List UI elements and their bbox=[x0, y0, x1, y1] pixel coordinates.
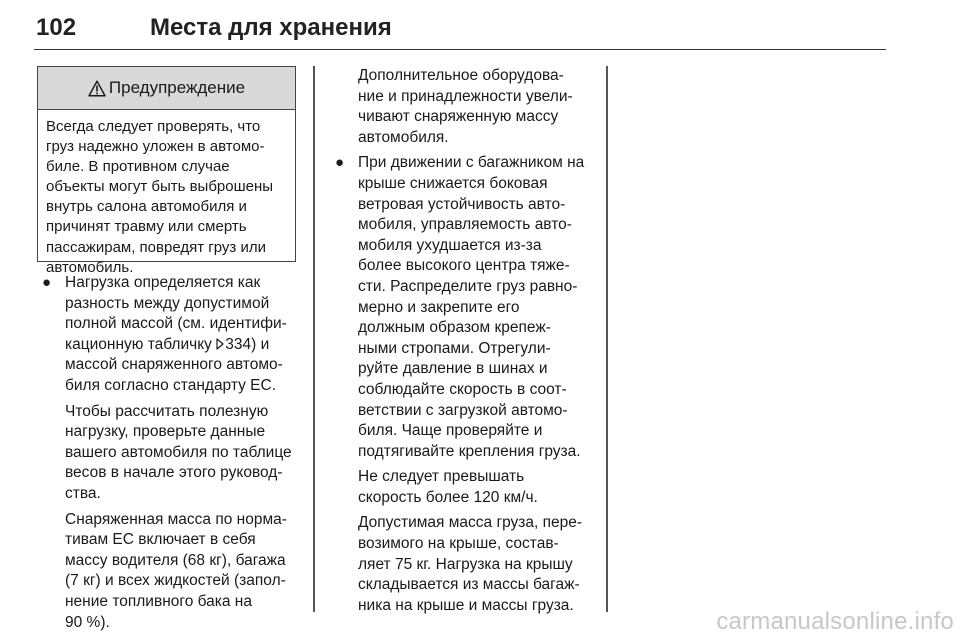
column-divider-right bbox=[606, 66, 608, 612]
text-segment: кационную табличку bbox=[65, 335, 212, 353]
warning-title: Предупреждение bbox=[108, 78, 246, 97]
text-line: соблюдайте скорость в соот- bbox=[358, 380, 567, 398]
paragraph-speed-limit bbox=[358, 467, 604, 508]
page-header bbox=[34, 0, 886, 50]
text-line: Допустимая масса груза, пере- bbox=[358, 514, 583, 532]
text-line: биля. Чаще проверяйте и bbox=[358, 422, 543, 440]
text-line: разность между допустимой bbox=[65, 294, 270, 312]
warning-header bbox=[38, 67, 295, 110]
text-line: груз надежно уложен в автомо- bbox=[46, 138, 265, 156]
text-line: массой снаряженного автомо- bbox=[65, 356, 283, 374]
text-line: ляет 75 кг. Нагрузка на крышу bbox=[358, 555, 573, 573]
text-line: биля согласно стандарту ЕС. bbox=[65, 376, 277, 394]
left-column bbox=[42, 273, 311, 633]
text-line: вашего автомобиля по таблице bbox=[65, 443, 292, 461]
text-line: полной массой (см. идентифи- bbox=[65, 315, 287, 333]
text-line: Дополнительное оборудова- bbox=[358, 67, 564, 84]
text-line: должным образом крепеж- bbox=[358, 319, 551, 337]
column-divider-left bbox=[313, 66, 315, 612]
text-line: Снаряженная масса по норма- bbox=[65, 510, 287, 528]
text-line: сти. Распределите груз равно- bbox=[358, 277, 578, 295]
warning-box bbox=[37, 66, 296, 276]
text-line: ными стропами. Отрегули- bbox=[358, 339, 551, 357]
text-line: Нагрузка определяется как bbox=[65, 274, 261, 291]
text-line: Всегда следует проверять, что bbox=[46, 118, 261, 135]
text-line: мерно и закрепите его bbox=[358, 298, 520, 316]
text-line: нение топливного бака на bbox=[65, 592, 252, 610]
text-line: возимого на крыше, состав- bbox=[358, 535, 559, 553]
text-line: Чтобы рассчитать полезную bbox=[65, 402, 269, 420]
paragraph-curb-weight bbox=[65, 510, 311, 634]
text-line: ветствии с загрузкой автомо- bbox=[358, 401, 568, 419]
text-line: автомобиль. bbox=[46, 258, 134, 276]
text-line: 90 %). bbox=[65, 613, 110, 631]
text-line: мобиля, управляемость авто- bbox=[358, 216, 572, 234]
text-line: биле. В противном случае bbox=[46, 158, 230, 176]
text-line: чивают снаряженную массу bbox=[358, 108, 559, 126]
paragraph-accessories bbox=[358, 66, 604, 148]
text-line: пассажирам, повредят груз или bbox=[46, 238, 266, 256]
page-reference-arrow-icon[interactable] bbox=[216, 338, 224, 350]
text-line: более высокого центра тяже- bbox=[358, 257, 570, 275]
text-line: При движении с багажником на bbox=[358, 154, 585, 172]
bullet-icon: ● bbox=[42, 274, 52, 291]
text-line: ветровая устойчивость авто- bbox=[358, 195, 566, 213]
text-line: руйте давление в шинах и bbox=[358, 360, 548, 378]
text-line: ника на крыше и массы груза. bbox=[358, 596, 574, 614]
text-line bbox=[65, 335, 311, 356]
text-line: объекты могут быть выброшены bbox=[46, 178, 274, 196]
warning-text bbox=[38, 110, 295, 278]
bullet-item-roof-rack bbox=[335, 153, 604, 462]
paragraph-roof-load bbox=[358, 513, 604, 616]
text-line: Не следует превышать bbox=[358, 468, 525, 486]
text-line: ние и принадлежности увели- bbox=[358, 87, 573, 105]
text-line: складывается из массы багаж- bbox=[358, 576, 580, 594]
text-line: нагрузку, проверьте данные bbox=[65, 423, 266, 441]
text-line: крыше снижается боковая bbox=[358, 174, 548, 192]
bullet-icon: ● bbox=[335, 154, 345, 172]
text-line: тивам ЕС включает в себя bbox=[65, 531, 256, 549]
text-line: подтягивайте крепления груза. bbox=[358, 442, 581, 460]
bullet-item-payload bbox=[42, 273, 311, 397]
text-line: массу водителя (68 кг), багажа bbox=[65, 551, 286, 569]
text-line: весов в начале этого руковод- bbox=[65, 464, 283, 482]
text-line: (7 кг) и всех жидкостей (запол- bbox=[65, 572, 286, 590]
warning-triangle-icon bbox=[88, 80, 106, 97]
text-line: ства. bbox=[65, 484, 101, 502]
text-line: автомобиля. bbox=[358, 128, 449, 146]
text-line: причинят травму или смерть bbox=[46, 218, 247, 236]
watermark: carmanualsonline.info bbox=[716, 608, 954, 635]
text-line: внутрь салона автомобиля и bbox=[46, 198, 247, 216]
paragraph-payload-calc bbox=[65, 402, 311, 505]
section-title: Места для хранения bbox=[150, 14, 392, 41]
right-column bbox=[335, 66, 604, 616]
page-reference-link[interactable]: 334) и bbox=[225, 335, 270, 353]
text-line: скорость более 120 км/ч. bbox=[358, 488, 538, 506]
text-line: мобиля ухудшается из-за bbox=[358, 236, 542, 254]
page-number: 102 bbox=[36, 14, 77, 41]
